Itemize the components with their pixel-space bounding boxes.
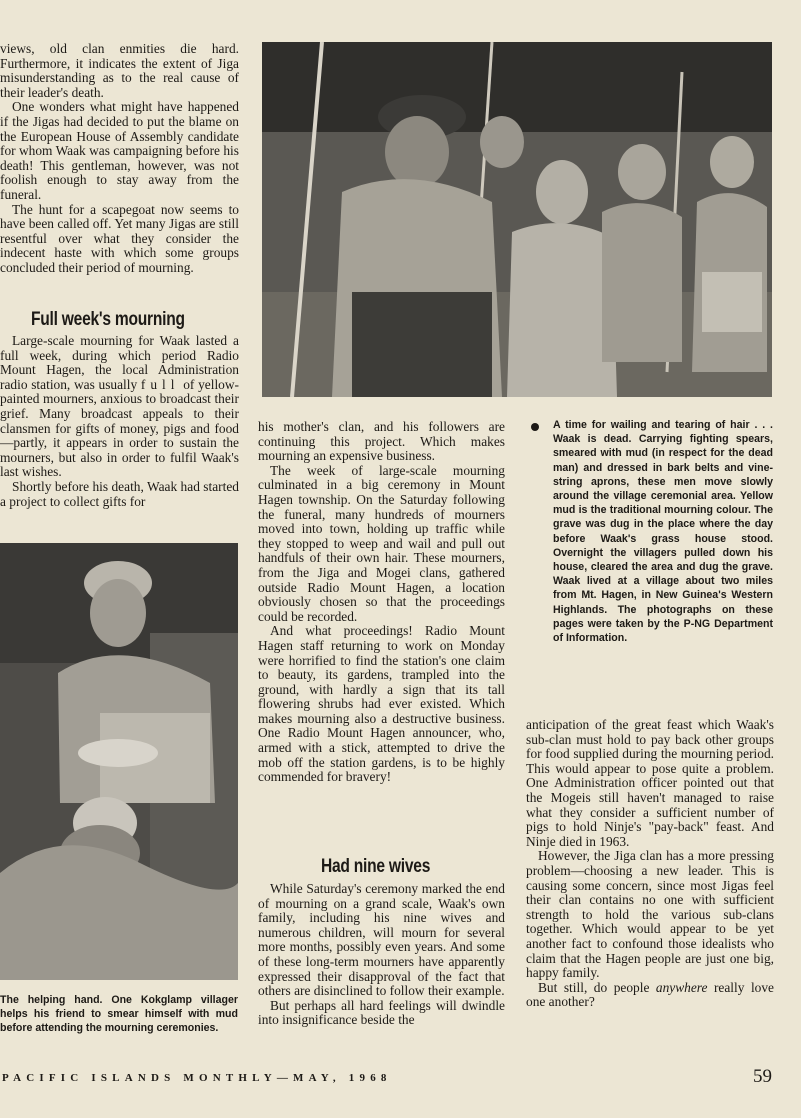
paragraph: The hunt for a scapegoat now seems to have been called off. Yet many Jigas are still resentful over what they consider the indecent haste with which some groups concluded their period of mourning. bbox=[0, 201, 239, 275]
column-2-lower bbox=[258, 882, 505, 1028]
paragraph: anticipation of the great feast which Waak's sub-clan must hold to pay back other groups for food supplied during the mourning period. This would appear to pose quite a problem. One Administration officer pointed out that the Mogeis still haven't managed to raise what they consider a sufficient number of pigs to hold Ninje's "pay-back" feast. And Ninje died in 1963. bbox=[526, 717, 774, 849]
caption-bullet-icon bbox=[531, 423, 539, 431]
paragraph: Shortly before his death, Waak had started a project to collect gifts for bbox=[0, 478, 239, 509]
caption-right: A time for wailing and tearing of hair . . . Waak is dead. Carrying fighting spears, smeared with mud (in respect for the dead man) and dressed in bark belts and vine-string aprons, these men move slowly around the village ceremonial area. Yellow mud is the traditional mourning colour. The grave was dug in the place where the day before Waak's grass house stood. Overnight the villagers pulled down his house, cleared the area and dug the grave. Waak lived at a village about two miles from Mt. Hagen, in New Guinea's Western Highlands. The photographs on these pages were taken by the P-NG Department of Information. bbox=[553, 419, 773, 645]
paragraph: his mother's clan, and his followers are continuing this project. Which makes mourning an expensive business. bbox=[258, 419, 505, 464]
subheading-full-weeks-mourning: Full week's mourning bbox=[31, 309, 185, 330]
paragraph: But still, do people anywhere really love one another? bbox=[526, 979, 774, 1010]
paragraph: But perhaps all hard feelings will dwindle into insignificance beside the bbox=[258, 997, 505, 1028]
page-footer bbox=[0, 1068, 801, 1098]
subheading-had-nine-wives: Had nine wives bbox=[321, 856, 431, 877]
paragraph: However, the Jiga clan has a more pressing problem—choosing a new leader. This is causing some concern, since most Jigas feel their clan contains no one with sufficient strength to hold the various sub-clans together. Which would appear to be yet another fact to confound those idealists who claim that the Hagen people are just one big, happy family. bbox=[526, 848, 774, 981]
column-3 bbox=[526, 718, 774, 1010]
column-1-mid bbox=[0, 334, 239, 509]
column-2 bbox=[258, 420, 505, 785]
caption-left: The helping hand. One Kokglamp villager helps his friend to smear himself with mud before attending the mourning ceremonies. bbox=[0, 994, 238, 1035]
page-number: 59 bbox=[753, 1066, 772, 1087]
publication-name: PACIFIC ISLANDS MONTHLY—MAY, 1968 bbox=[2, 1072, 392, 1084]
paragraph: And what proceedings! Radio Mount Hagen staff returning to work on Monday were horrified to find the station's one claim to beauty, its gardens, trampled into the ground, with hardly a sign that its tall flowering shrubs had ever existed. Which makes mourning also a destructive business. One Radio Mount Hagen announcer, who, armed with a stick, attempted to drive the mob off the station gardens, is to be highly commended for bravery! bbox=[258, 623, 505, 785]
photo-villager-smearing-mud bbox=[0, 543, 238, 980]
paragraph: views, old clan enmities die hard. Furthermore, it indicates the extent of Jiga misunderstanding as to the real cause of their leader's death. bbox=[0, 41, 239, 100]
paragraph: While Saturday's ceremony marked the end of mourning on a grand scale, Waak's own family, including his nine wives and numerous children, will mourn for several more months, possibly even years. And some of these long-term mourners have apparently expressed their disapproval of the fact that others are disinclined to follow their example. bbox=[258, 881, 505, 999]
column-1-top bbox=[0, 42, 239, 276]
paragraph: The week of large-scale mourning culminated in a big ceremony in Mount Hagen township. On the Saturday following the funeral, many hundreds of mourners moved into town, holding up traffic while they stopped to weep and wail and pull out handfuls of their own hair. These mourners, from the Jiga and Mogei clans, gathered outside Radio Mount Hagen, a location obviously chosen so that the proceedings could be recorded. bbox=[258, 462, 505, 624]
paragraph: One wonders what might have happened if the Jigas had decided to put the blame on the European House of Assembly candidate for whom Waak was campaigning before his death! This gentleman, however, was not foolish enough to stay away from the funeral. bbox=[0, 99, 239, 202]
paragraph: Large-scale mourning for Waak lasted a full week, during which period Radio Mount Hagen, the local Administration radio station, was usually full of yellow-painted mourners, anxious to broadcast their grief. Many broadcast appeals to their clansmen for gifts of money, pigs and food—partly, it appears in order to sustain the mourners, but also in order to fulfil Waak's last wishes. bbox=[0, 333, 239, 480]
photo-mourners-procession bbox=[262, 42, 772, 397]
